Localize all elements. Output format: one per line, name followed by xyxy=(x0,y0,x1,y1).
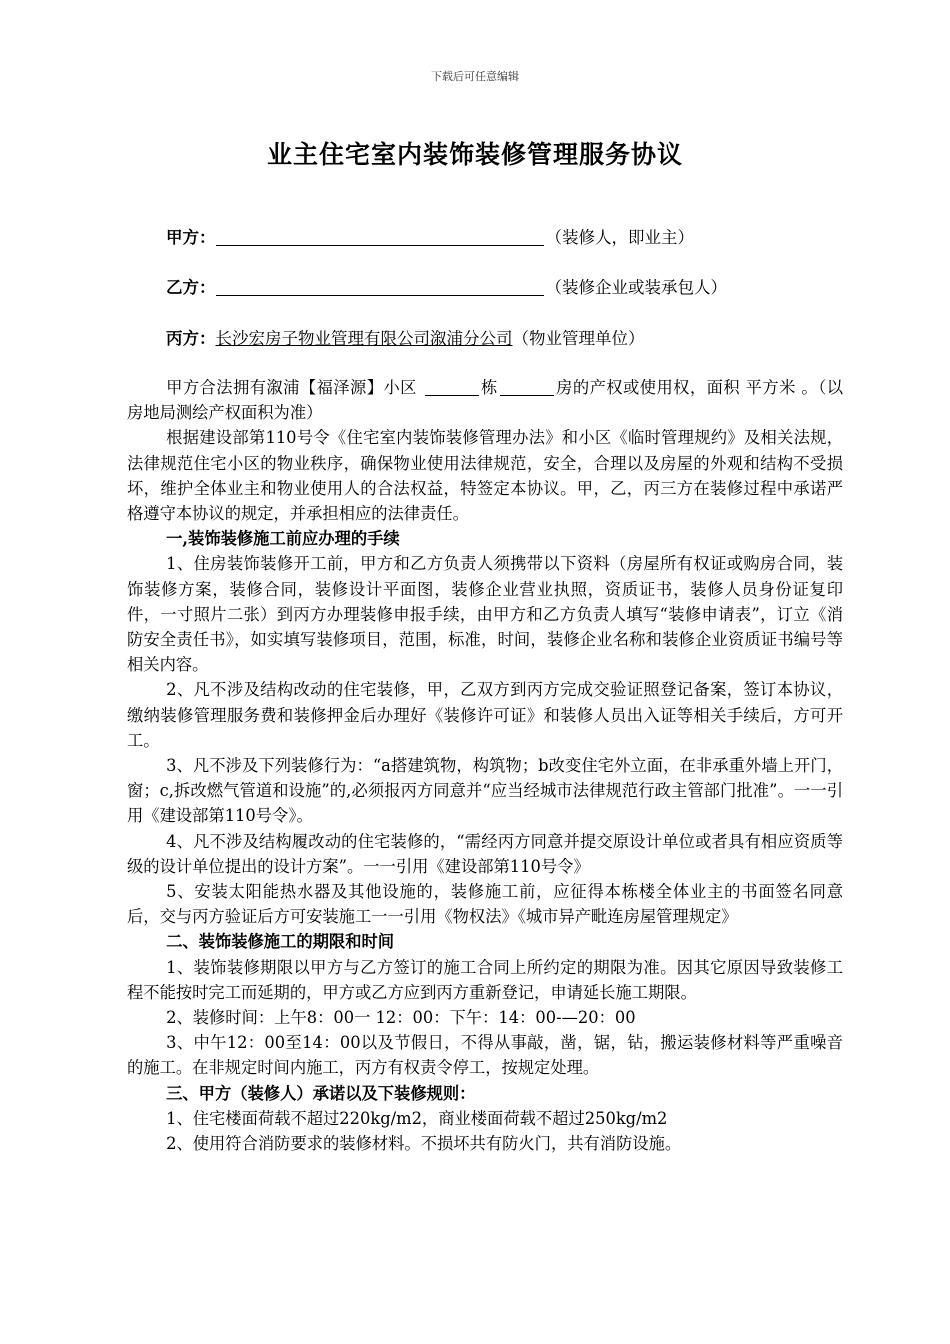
section-3-item: 1、住宅楼面荷载不超过220kg/m2，商业楼面荷载不超过250kg/m2 xyxy=(166,1108,668,1128)
section-2-item: 3、中午12：00至14：00以及节假日，不得从事敲，凿，锯，钻，搬运装修材料等严重噪音的施工。在非规定时间内施工，丙方有权责令停工，按规定处理。 xyxy=(127,1033,843,1078)
party-a-note: （装修人，即业主） xyxy=(545,228,694,247)
header-note: 下载后可任意编辑 xyxy=(431,70,519,83)
section-1-item: 4、凡不涉及结构履改动的住宅装修的，“需经丙方同意并提交原设计单位或者具有相应资质等级的设计单位提出的设计方案”。一一引用《建设部第110号令》 xyxy=(127,831,843,876)
section-1-item: 5、安装太阳能热水器及其他设施的，装修施工前，应征得本栋楼全体业主的书面签名同意后，交与丙方验证后方可安装施工一一引用《物权法》《城市异产毗连房屋管理规定》 xyxy=(127,882,843,927)
intro-text-part-3: 房的产权或使用权，面积 平方米 。（以房地局测绘产权面积为准） xyxy=(127,378,843,423)
agreement-body xyxy=(127,375,843,1156)
section-3-heading: 三、甲方（装修人）承诺以及下装修规则： xyxy=(166,1083,476,1103)
section-3-item: 2、使用符合消防要求的装修材料。不损坏共有防火门，共有消防设施。 xyxy=(166,1134,682,1154)
section-2-heading: 二、装饰装修施工的期限和时间 xyxy=(166,932,395,952)
party-a-blank[interactable] xyxy=(216,227,544,246)
party-b-note: （装修企业或装承包人） xyxy=(545,278,727,297)
party-c-note: （物业管理单位） xyxy=(512,329,645,348)
intro-text-part-1: 甲方合法拥有溆浦【福泽源】小区 xyxy=(166,378,423,397)
party-b-line xyxy=(166,276,727,300)
intro-text-part-2: 栋 xyxy=(480,378,498,397)
section-2-item: 1、装饰装修期限以甲方与乙方签订的施工合同上所约定的期限为准。因其它原因导致装修工程不能按时完工而延期的，甲方或乙方应到丙方重新登记，申请延长施工期限。 xyxy=(127,957,843,1002)
room-blank[interactable] xyxy=(500,379,554,396)
section-1-item: 2、凡不涉及结构改动的住宅装修，甲，乙双方到丙方完成交验证照登记备案，签订本协议，缴纳装修管理服务费和装修押金后办理好《装修许可证》和装修人员出入证等相关手续后，方可开工。 xyxy=(127,680,843,750)
section-1-item: 3、凡不涉及下列装修行为：“a搭建筑物，构筑物；b改变住宅外立面，在非承重外墙上开门，窗；c,拆改燃气管道和设施”的,必须报丙方同意并“应当经城市法律规范行政主管部门批准”。一一引用《建设部第110号令》。 xyxy=(127,756,843,826)
intro-paragraph-2: 根据建设部第110号令《住宅室内装饰装修管理办法》和小区《临时管理规约》及相关法规，法律规范住宅小区的物业秩序，确保物业使用法律规范，安全，合理以及房屋的外观和结构不受损坏，维护全体业主和物业使用人的合法权益，特签定本协议。甲，乙，丙三方在装修过程中承诺严格遵守本协议的规定，并承担相应的法律责任。 xyxy=(127,428,843,524)
party-c-label: 丙方： xyxy=(166,329,216,348)
party-c-name: 长沙宏房子物业管理有限公司溆浦分公司 xyxy=(215,329,513,348)
party-c-line xyxy=(166,327,645,351)
party-b-blank[interactable] xyxy=(216,277,544,296)
party-a-line xyxy=(166,226,694,250)
section-1-heading: 一,装饰装修施工前应办理的手续 xyxy=(166,529,400,549)
document-title: 业主住宅室内装饰装修管理服务协议 xyxy=(266,140,683,169)
section-2-item: 2、装修时间：上午8：00一 12：00：下午：14：00-—20：00 xyxy=(166,1008,636,1028)
section-1-item: 1、住房装饰装修开工前，甲方和乙方负责人须携带以下资料（房屋所有权证或购房合同，装饰装修方案，装修合同，装修设计平面图，装修企业营业执照，资质证书，装修人员身份证复印件，一寸照片二张）到丙方办理装修申报手续，由甲方和乙方负责人填写“装修申请表”，订立《消防安全责任书》，如实填写装修项目，范围，标准，时间，装修企业名称和装修企业资质证书编号等相关内容。 xyxy=(127,554,843,675)
intro-paragraph-1 xyxy=(127,375,843,425)
party-a-label: 甲方： xyxy=(166,228,216,247)
building-blank[interactable] xyxy=(425,379,479,396)
party-b-label: 乙方： xyxy=(166,278,216,297)
